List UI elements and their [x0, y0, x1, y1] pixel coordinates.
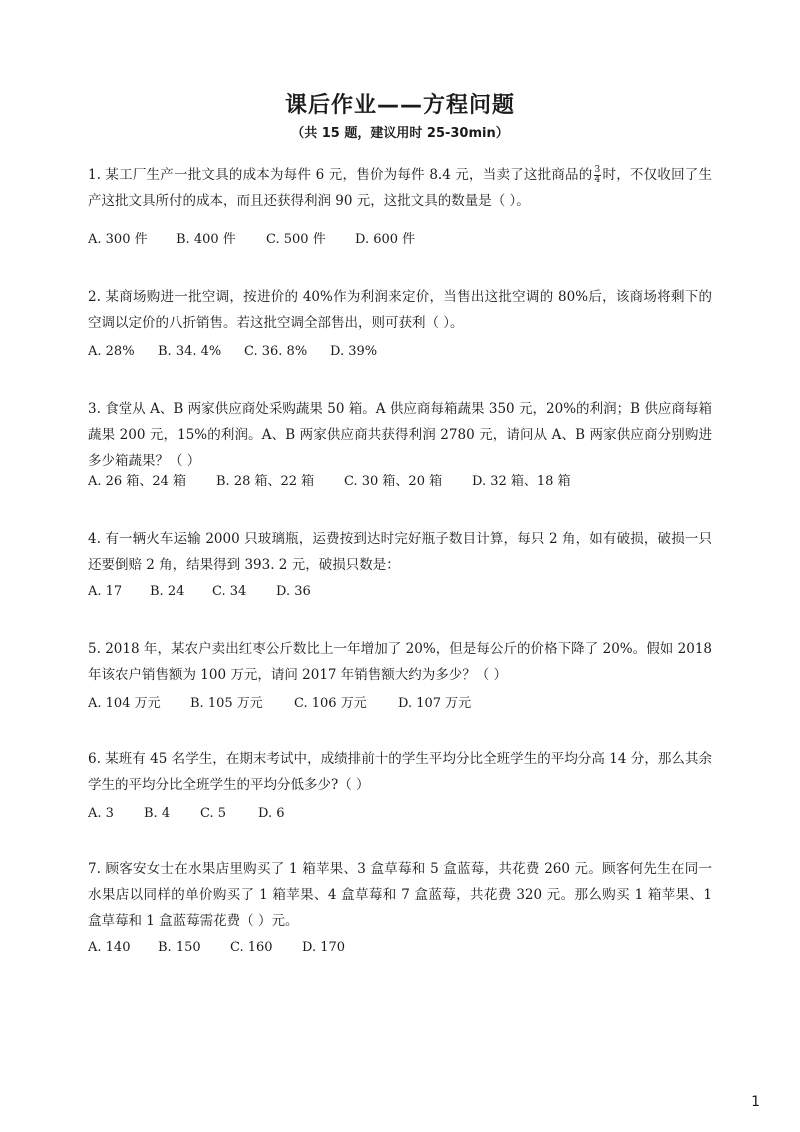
answer-options — [88, 938, 345, 958]
option-b: B. 28 箱、22 箱 — [216, 474, 315, 489]
option-a: A. 28% — [88, 344, 135, 359]
question-stem: 7. 顾客安女士在水果店里购买了 1 箱苹果、3 盒草莓和 5 盒蓝莓，共花费 260 元。顾客何先生在同一水果店以同样的单价购买了 1 箱苹果、4 盒草莓和 7 盒蓝莓，共花费 320 元。那么购买 1 箱苹果、1 盒草莓和 1 盒蓝莓需花费（ ）元。 — [88, 861, 712, 929]
question-1 — [88, 162, 713, 247]
option-a: A. 140 — [88, 940, 131, 955]
option-a: A. 17 — [88, 584, 123, 599]
option-d: D. 6 — [258, 806, 285, 821]
option-c: C. 106 万元 — [294, 696, 367, 711]
question-6 — [88, 746, 712, 821]
option-b: B. 400 件 — [176, 232, 236, 247]
option-b: B. 150 — [158, 940, 201, 955]
answer-options — [88, 342, 377, 362]
option-c: C. 5 — [200, 806, 227, 821]
option-d: D. 107 万元 — [398, 696, 472, 711]
page-title: 课后作业——方程问题 — [284, 93, 515, 118]
fraction — [594, 166, 602, 185]
page-subtitle: （共 15 题，建议用时 25-30min） — [291, 126, 509, 141]
question-4 — [88, 526, 712, 599]
option-b: B. 105 万元 — [190, 696, 263, 711]
option-d: D. 39% — [330, 344, 378, 359]
option-c: C. 34 — [212, 584, 247, 599]
option-a: A. 104 万元 — [88, 696, 161, 711]
option-c: C. 500 件 — [266, 232, 326, 247]
question-stem-before: 1. 某工厂生产一批文具的成本为每件 6 元，售价为每件 8.4 元，当卖了这批商品的 — [88, 167, 593, 183]
question-stem: 2. 某商场购进一批空调，按进价的 40%作为利润来定价，当售出这批空调的 80%后，该商场将剩下的空调以定价的八折销售。若这批空调全部售出，则可获利（ ）。 — [88, 289, 712, 331]
fraction-numerator: 3 — [594, 165, 601, 175]
answer-options — [88, 694, 471, 714]
option-c: C. 36. 8% — [244, 344, 308, 359]
answer-options — [88, 472, 571, 492]
question-stem — [88, 162, 712, 214]
answer-options — [88, 804, 285, 824]
question-stem: 4. 有一辆火车运输 2000 只玻璃瓶，运费按到达时完好瓶子数目计算，每只 2 角，如有破损，破损一只还要倒赔 2 角，结果得到 393. 2 元，破损只数是： — [88, 531, 712, 573]
question-stem: 6. 某班有 45 名学生，在期末考试中，成绩排前十的学生平均分比全班学生的平均分高 14 分，那么其余学生的平均分比全班学生的平均分低多少?（ ） — [88, 751, 712, 793]
option-a: A. 3 — [88, 806, 114, 821]
option-c: C. 160 — [230, 940, 273, 955]
question-5 — [88, 636, 712, 711]
option-d: D. 36 — [276, 584, 311, 599]
answer-options — [88, 230, 415, 250]
option-a: A. 300 件 — [88, 232, 148, 247]
question-stem: 5. 2018 年，某农户卖出红枣公斤数比上一年增加了 20%，但是每公斤的价格下降了 20%。假如 2018 年该农户销售额为 100 万元，请问 2017 年销售额大约为多少？（ ） — [88, 641, 712, 683]
option-b: B. 24 — [150, 584, 185, 599]
question-stem: 3. 食堂从 A、B 两家供应商处采购蔬果 50 箱。A 供应商每箱蔬果 350 元，20%的利润；B 供应商每箱蔬果 200 元，15%的利润。A、B 两家供应商共获得利润 2780 元，请问从 A、B 两家供应商分别购进多少箱蔬果？（ ） — [88, 401, 712, 469]
fraction-denominator: 4 — [594, 175, 601, 185]
option-d: D. 32 箱、18 箱 — [472, 474, 571, 489]
option-c: C. 30 箱、20 箱 — [344, 474, 443, 489]
question-stem-after: 时，不仅收回了生产这批文具所付的成本，而且还获得利润 90 元，这批文具的数量是（ ）。 — [88, 167, 713, 209]
option-a: A. 26 箱、24 箱 — [88, 474, 187, 489]
option-d: D. 600 件 — [355, 232, 416, 247]
question-3 — [88, 396, 712, 489]
question-2 — [88, 284, 712, 359]
option-b: B. 34. 4% — [158, 344, 222, 359]
option-b: B. 4 — [144, 806, 171, 821]
page-number: 1 — [751, 1094, 760, 1110]
option-d: D. 170 — [302, 940, 346, 955]
question-7 — [88, 856, 712, 955]
answer-options — [88, 582, 311, 602]
